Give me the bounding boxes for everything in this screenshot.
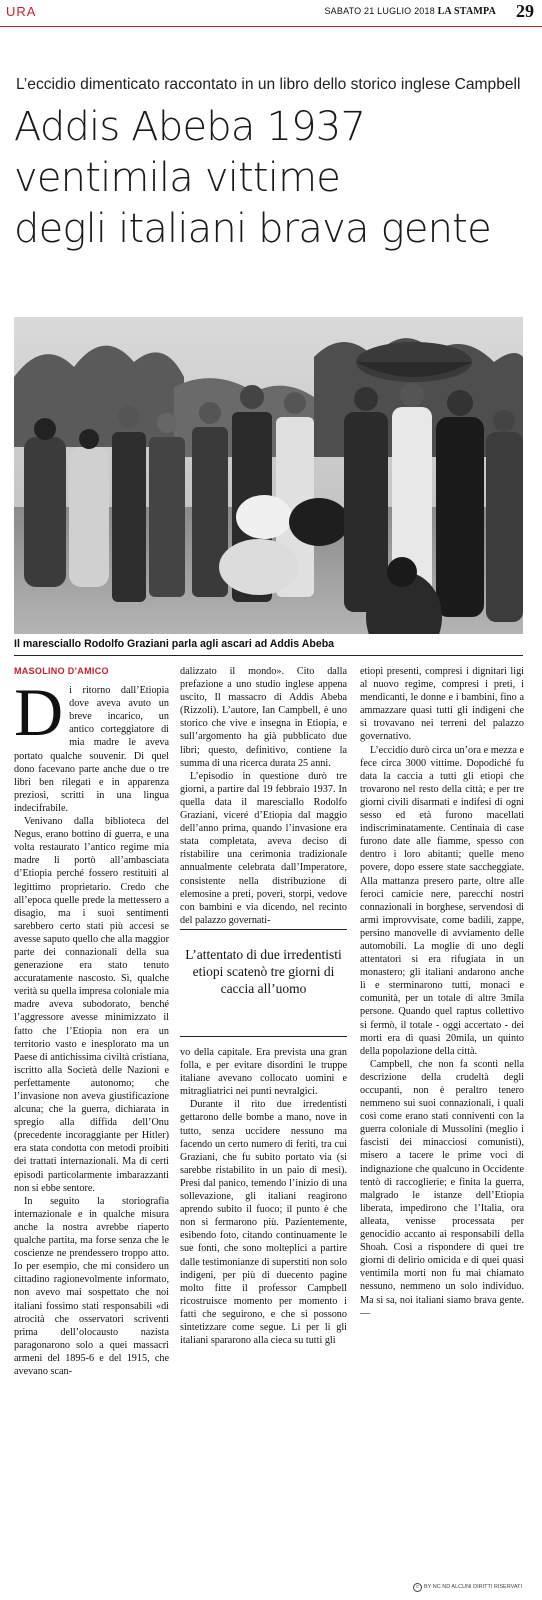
paragraph: vo della capitale. Era prevista una gran folla, e per evitare disordini le truppe italiane avevano collocato uomini e mitragliatrici nei punti nevralgici. [180,1047,347,1098]
creative-commons-icon: c [413,1583,422,1592]
article-column-1 [14,665,169,1378]
divider [14,655,523,656]
license-text: BY NC ND ALCUNI DIRITTI RISERVATI [424,1584,522,1590]
page-header [0,0,542,27]
license-note [413,1583,522,1592]
newspaper-name: LA STAMPA [437,6,496,17]
pull-quote [180,929,347,1037]
paragraph: etiopi presenti, compresi i dignitari ligi al nuovo regime, compresi i preti, i mendicanti, le donne e i bambini, fino a ammazzare quasi tutti gli indigeni che si trovavano nei terreni del palazzo governativo. [360,666,524,743]
paragraph: Campbell, che non fa sconti nella descrizione della crudeltà degli occupanti, non è peraltro tenero nemmeno sui suoi connazionali, i quali così come erano stati conniventi con la guerra coloniale di Mussolini (meglio i fascisti dei minacciosi comunisti), misero a tacere le prime voci di indignazione che qualcuno in Occidente tentò di raccoglierie; e finita la guerra, malgrado le istanze dell’Etiopia liberata, impedirono che l’Italia, ora alleata, venisse processata per genocidio accanto ai responsabili della Shoah. Così a rispondere di quei tre giorni di delirio omicida e di quei quasi ventimila morti non fu mai chiamato nessuno, nemmeno un solo individuo. Ma si sa, noi italiani siamo brava gente. — [360,1058,524,1319]
article-column-2-continued [180,1046,347,1347]
page-number: 29 [516,1,534,21]
paragraph: i ritorno dall’Etiopia dove aveva avuto un breve incarico, un antico corteggiatore di mia madre le aveva portato qualche souvenir. Di quel dono facevano parte anche due o tre libri ben rilegati e in apparenza preziosi, scritti in una lingua indecifrabile. [14,685,169,814]
article-kicker: L’eccidio dimenticato raccontato in un libro dello storico inglese Campbell [16,76,521,93]
article-column-2 [180,665,347,927]
headline-line: degli italiani brava gente [14,206,491,252]
photo-graphic [14,317,523,634]
paragraph: L’episodio in questione durò tre giorni, a partire dal 19 febbraio 1937. In quella data il maresciallo Rodolfo Graziani, viceré d’Etiopia dal maggio dell’anno prima, quando l’invasione era stata completata, aveva deciso di ristabilire una cerimonia tradizionale annualmente celebrata dall’Imperatore, consistente nella distribuzione di elemosine a preti, poveri, storpi, vedove con bambini e via dicendo, nel recinto del palazzo governati- [180,770,347,926]
drop-cap: D [14,674,64,751]
issue-date: SABATO 21 LUGLIO 2018 [324,6,435,16]
dateline [324,6,496,17]
headline-line: Addis Abeba 1937 [14,104,366,150]
paragraph: In seguito la storiografia internazionale e in qualche misura anche la nostra avrebbe riaperto qualche partita, ma forse senza che le coscienze ne prendessero troppo atto. Io per esempio, che mi considero un cittadino ragionevolmente informato, non avevo mai sospettato che noi italiani fossimo stati responsabili «di atrocità che osservatori scriventi prima dell’olocausto nazista paragonarono solo a quei massacri armeni del 1895-6 e del 1915, che avevano scan- [14,1195,169,1377]
article-photo [14,317,523,634]
headline-line: ventimila vittime [14,155,341,201]
paragraph: Durante il rito due irredentisti gettarono delle bombe a mano, nove in tutto, senza uccidere nessuno ma facendo un certo numero di feriti, tra cui Graziani, che fu subito portato via (si sarebbe ristabilito in un paio di mesi). Presi dal panico, temendo l’inizio di una sollevazione, gli italiani reagirono aprendo subito il fuoco; il punto è che non si fermarono più. Pazientemente, esibendo foto, citando continuamente le sue fonti, che sono molteplici a partire dalle testimonianze di superstiti non solo indigeni, per più di duecento pagine molto fitte il professor Campbell ricostruisce momento per momento i fatti che seguirono, e che si possono sintetizzare come segue. Li per li gli italiani spararono alla cieca su tutti gli [180,1099,347,1347]
article-headline [14,102,491,255]
paragraph: L’eccidio durò circa un’ora e mezza e fece circa 3000 vittime. Dopodiché fu data la caccia a tutti gli etiopi che trovarono nel resto della città; e per tre giorni civili disarmati e indifesi di ogni sesso ed età furono macellati indiscriminatamente. Centinaia di case furono date alle fiamme, spesso con dentro i loro abitanti; quelle meno povere, dopo essere state saccheggiate. Alla mattanza presero parte, oltre alle feroci camicie nere, parecchi nostri connazionali in borghese, servendosi di armi improvvisate, come badili, zappe, persino manovelle di avviamento delle automobili. La moglie di uno degli attentatori si era rifugiata in un monastero; gli italiani andarono anche lì e sterminarono tutti, monaci e comunità, per un totale di altre 3mila persone. Quando quel raptus collettivo si fermò, il totale - oggi accertato - dei morti era di quasi 20mila, un quinto della popolazione della città. [360,744,524,1057]
article-column-3 [360,665,524,1320]
paragraph: dalizzato il mondo». Cito dalla prefazione a uno studio inglese appena uscito, Il massacro di Addis Abeba (Rizzoli). L’autore, Ian Campbell, è uno storico che vive e insegna in Etiopia, e sull’argomento ha già pubblicato due libri; questo, definitivo, contiene la summa di una ricerca durata 25 anni. [180,666,347,769]
byline: MASOLINO D’AMICO [14,666,109,676]
section-name: URA [6,4,37,19]
photo-caption: Il maresciallo Rodolfo Graziani parla agli ascari ad Addis Abeba [14,638,335,650]
pull-quote-text: L’attentato di due irredentisti etiopi scatenò tre giorni di caccia all’uomo [185,947,342,996]
paragraph: Venivano dalla biblioteca del Negus, erano bottino di guerra, e una volta restaurato l’antico regime mia madre li portò all’ambasciata d’Etiopia perché fossero restituiti al legittimo proprietario. Credo che all’epoca quelle prede la mettessero a disagio, ma i suoi sentimenti sarebbero certo stati più accesi se avesse saputo quello che alla maggior parte dei connazionali della sua generazione era stato tenuto accuratamente nascosto. Sì, qualche verità su quella impresa coloniale mia madre aveva subodorato, benché l’aggressore avesse minimizzato il fatto che l’Etiopia non era un territorio vasto e inesplorato ma un Paese di antichissima civiltà cristiana, iscritto alla Società delle Nazioni e perfettamente autonomo; che l’invasione non aveva giustificazione alcuna; che la guerra, dichiarata in spregio alla diffida dell’Onu (precedente incoraggiante per Hitler) era stata condotta con metodi proibiti dei trattati internazionali. Ma di certi episodi particolarmente imbarazzanti non si ebbe sentore. [14,816,169,1194]
